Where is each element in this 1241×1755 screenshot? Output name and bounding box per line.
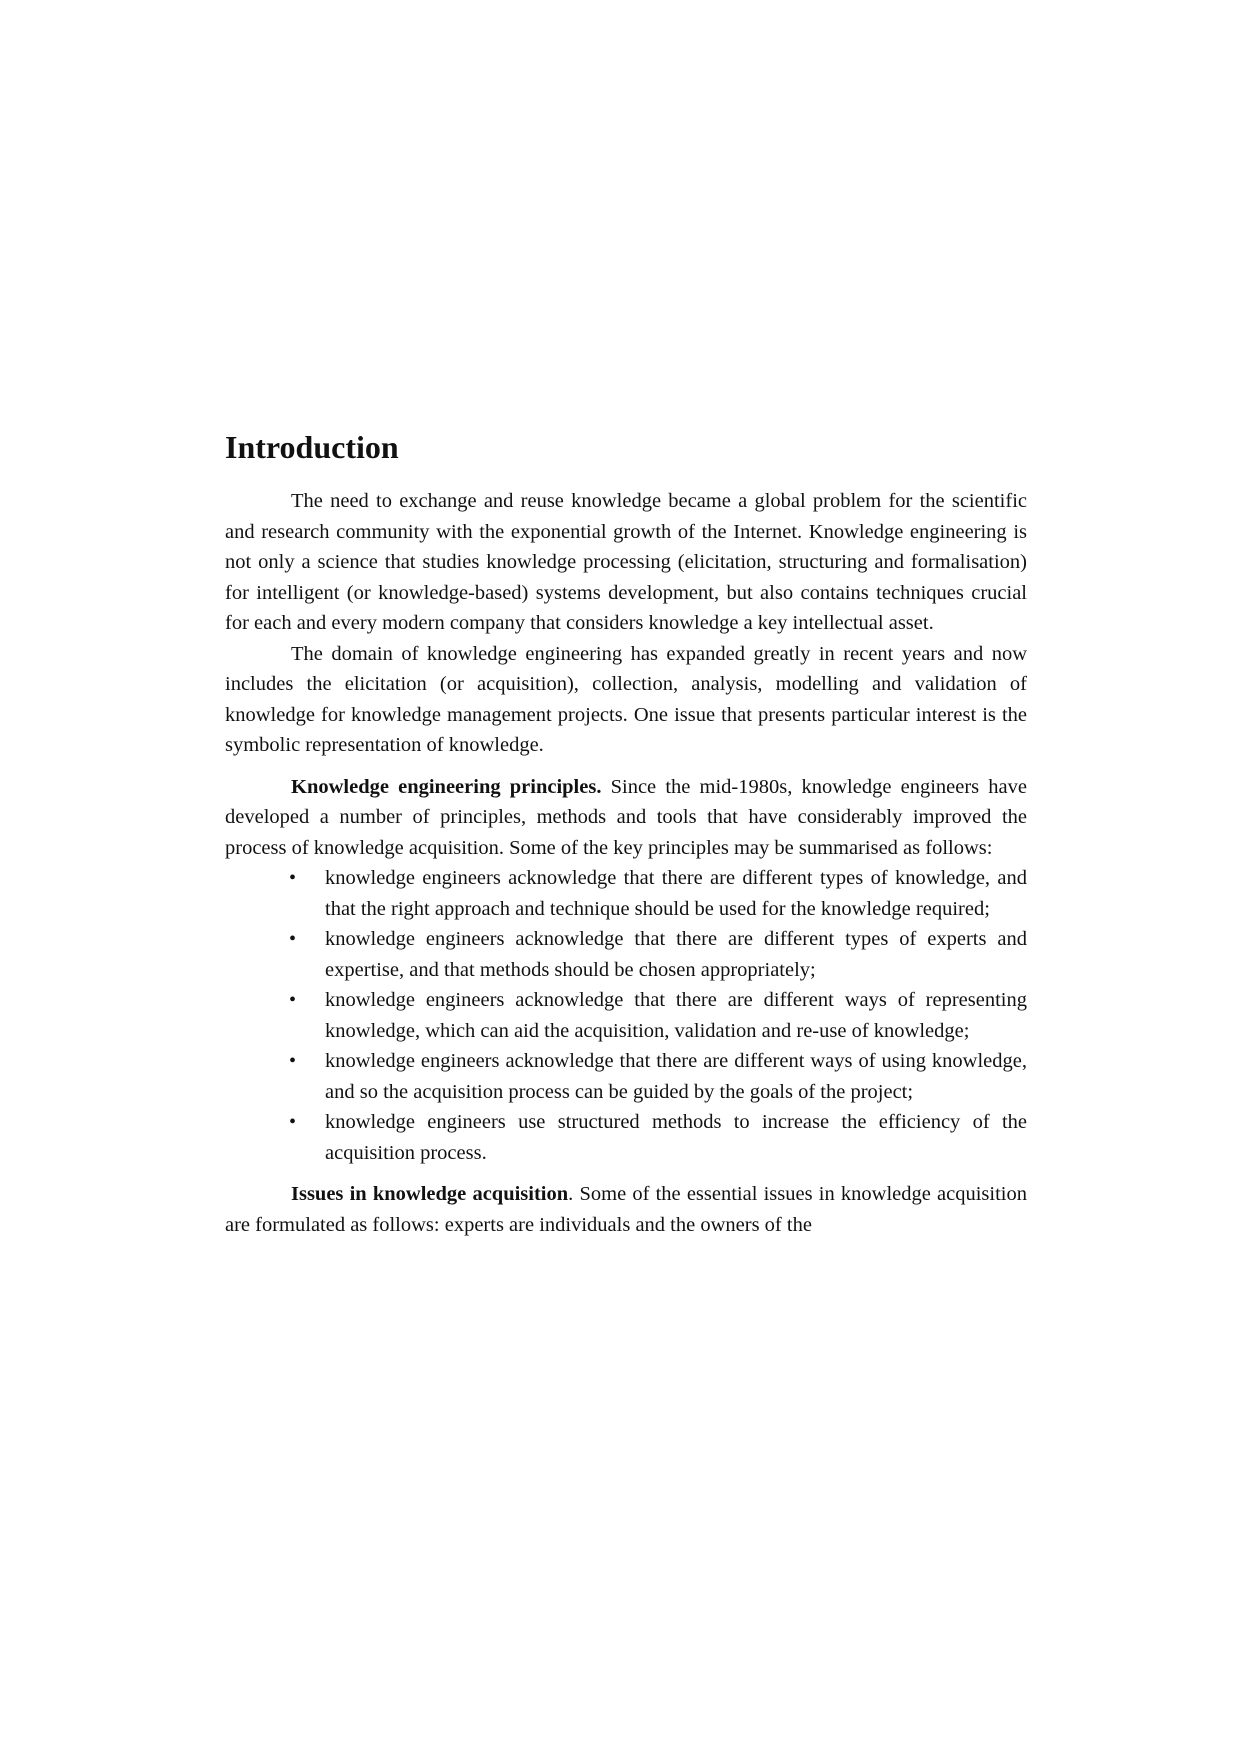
intro-paragraph-2: The domain of knowledge engineering has expanded greatly in recent years and now includes the elicitation (or acquisition), collection, analysis, modelling and validation of knowledge for knowledge management projects. One issue that presents particular interest is the symbolic representation of knowledge. — [225, 642, 1027, 757]
bullet-icon: • — [289, 928, 297, 951]
issues-paragraph — [225, 1179, 1027, 1240]
principles-text: Since the mid-1980s, knowledge engineers have developed a number of principles, methods and tools that have considerably improved the process of knowledge acquisition. Some of the key principles may be summarised as follows: — [225, 775, 1028, 859]
bullet-icon: • — [289, 1111, 297, 1134]
principles-paragraph — [225, 772, 1027, 864]
list-item — [289, 924, 1027, 985]
principles-list — [225, 863, 1027, 1168]
list-item-text: knowledge engineers use structured methods to increase the efficiency of the acquisition process. — [325, 1111, 1027, 1164]
intro-paragraph-1: The need to exchange and reuse knowledge became a global problem for the scientific and research community with the exponential growth of the Internet. Knowledge engineering is not only a science that studies knowledge processing (elicitation, structuring and formalisation) for intelligent (or knowledge-based) systems development, but also contains techniques crucial for each and every modern company that considers knowledge a key intellectual asset. — [225, 490, 1027, 635]
list-item — [289, 863, 1027, 924]
list-item-text: knowledge engineers acknowledge that there are different ways of using knowledge, and so the acquisition process can be guided by the goals of the project; — [325, 1050, 1027, 1103]
issues-text: . Some of the essential issues in knowledge acquisition are formulated as follows: experts are individuals and the owners of the — [225, 1183, 1027, 1236]
section-title: Introduction — [225, 429, 399, 465]
list-item — [289, 1107, 1027, 1168]
list-item-text: knowledge engineers acknowledge that there are different types of experts and expertise, and that methods should be chosen appropriately; — [325, 928, 1027, 981]
bullet-icon: • — [289, 867, 297, 890]
issues-lead: Issues in knowledge acquisition — [291, 1183, 569, 1206]
list-item-text: knowledge engineers acknowledge that there are different ways of representing knowledge, which can aid the acquisition, validation and re-use of knowledge; — [325, 989, 1027, 1042]
bullet-icon: • — [289, 989, 297, 1012]
list-item-text: knowledge engineers acknowledge that there are different types of knowledge, and that the right approach and technique should be used for the knowledge required; — [325, 867, 1027, 920]
list-item — [289, 1046, 1027, 1107]
principles-lead: Knowledge engineering principles. — [291, 775, 602, 798]
bullet-icon: • — [289, 1050, 297, 1073]
page-content — [225, 428, 1027, 1240]
list-item — [289, 985, 1027, 1046]
